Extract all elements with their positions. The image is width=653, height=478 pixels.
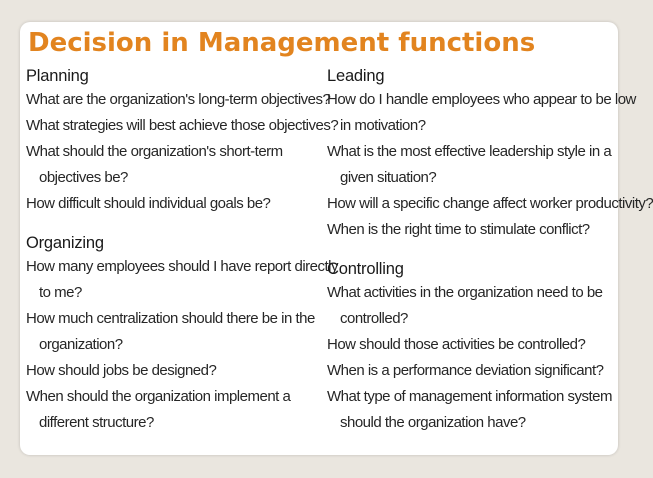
section-organizing <box>26 233 338 436</box>
question-line: How difficult should individual goals be? <box>26 195 271 212</box>
left-column <box>26 66 339 436</box>
question-item <box>26 358 322 384</box>
question-line-continued: organization? <box>39 336 123 353</box>
question-line: When should the organization implement a <box>26 388 291 405</box>
question-line-continued: should the organization have? <box>340 414 526 431</box>
question-line: How should jobs be designed? <box>26 362 217 379</box>
question-item <box>327 358 617 384</box>
question-item <box>327 217 617 243</box>
question-line-continued: to me? <box>39 284 82 301</box>
question-item <box>327 87 636 139</box>
question-item <box>26 87 331 113</box>
section-heading-planning: Planning <box>26 67 89 85</box>
question-line: How do I handle employees who appear to be low <box>327 91 636 108</box>
question-line-continued: objectives be? <box>39 169 128 186</box>
question-line: What type of management information system <box>327 388 612 405</box>
question-line: How many employees should I have report directly <box>26 258 338 275</box>
section-heading-controlling: Controlling <box>327 260 404 278</box>
question-line: How much centralization should there be in the <box>26 310 315 327</box>
question-item <box>327 191 653 217</box>
question-line-continued: controlled? <box>340 310 408 327</box>
right-column <box>327 66 653 436</box>
question-item <box>26 384 322 436</box>
question-line-continued: different structure? <box>39 414 154 431</box>
slide-title: Decision in Management functions <box>28 28 536 58</box>
question-line: What are the organization's long-term objectives? <box>26 91 331 108</box>
question-line: What strategies will best achieve those objectives? <box>26 117 339 134</box>
slide-card <box>20 22 653 455</box>
question-line: What is the most effective leadership style in a <box>327 143 612 160</box>
section-planning <box>26 66 339 217</box>
question-line-continued: in motivation? <box>340 117 426 134</box>
question-item <box>26 254 338 306</box>
question-line: How should those activities be controlled? <box>327 336 586 353</box>
question-item <box>26 139 322 191</box>
question-line-continued: given situation? <box>340 169 437 186</box>
section-heading-organizing: Organizing <box>26 234 104 252</box>
question-item <box>327 280 617 332</box>
question-line: How will a specific change affect worker productivity? <box>327 195 653 212</box>
question-line: When is the right time to stimulate conflict? <box>327 221 590 238</box>
question-line: What should the organization's short-term <box>26 143 283 160</box>
question-item <box>26 191 322 217</box>
question-line: When is a performance deviation significant? <box>327 362 604 379</box>
section-controlling <box>327 259 617 436</box>
question-item <box>327 332 617 358</box>
question-item <box>26 306 322 358</box>
section-leading <box>327 66 653 243</box>
question-item <box>327 384 617 436</box>
section-heading-leading: Leading <box>327 67 385 85</box>
question-item <box>327 139 617 191</box>
question-item <box>26 113 339 139</box>
question-line: What activities in the organization need to be <box>327 284 603 301</box>
